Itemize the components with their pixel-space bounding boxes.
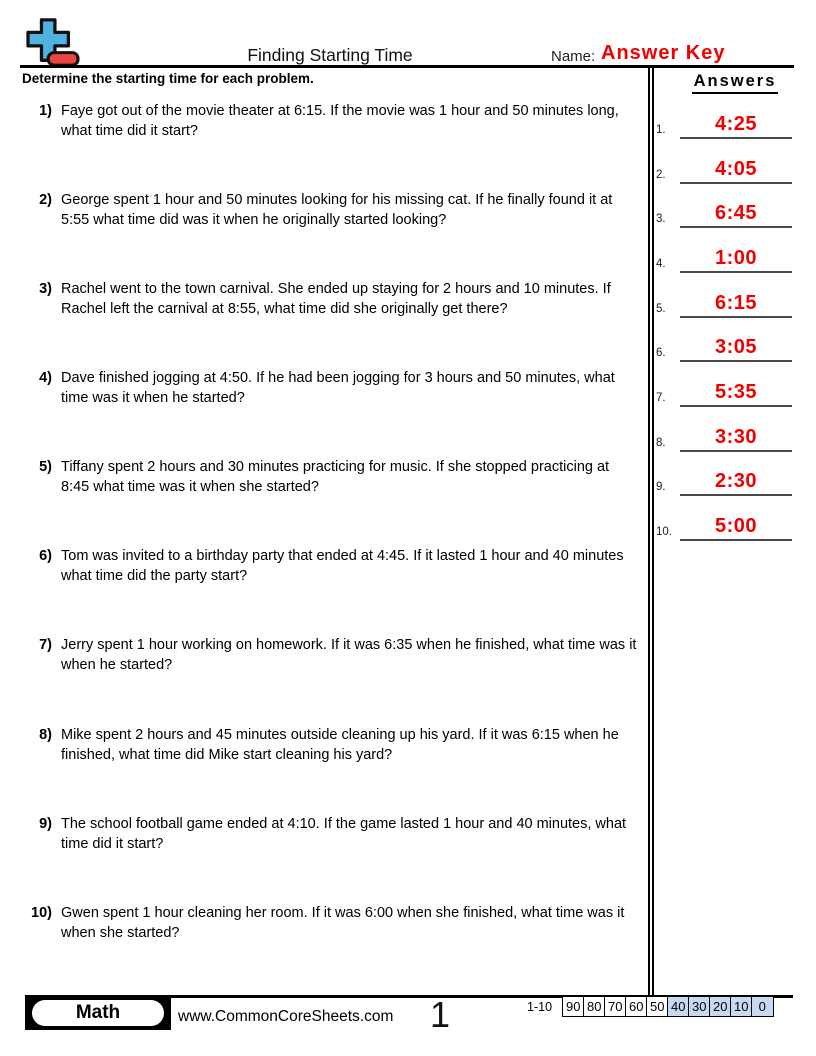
score-cell: 30: [688, 996, 711, 1017]
minus-icon: [48, 53, 78, 66]
website-link: www.CommonCoreSheets.com: [178, 1008, 394, 1025]
problem-item: [28, 815, 640, 854]
subject-pill: [32, 1000, 164, 1026]
answer-value: 5:35: [680, 381, 792, 407]
problem-text: Mike spent 2 hours and 45 minutes outside cleaning up his yard. If it was 6:15 when he finished, what time did Mike start cleaning his yard?: [61, 727, 619, 763]
score-cell: 70: [604, 996, 627, 1017]
answer-row: [656, 511, 792, 541]
score-legend: [562, 996, 774, 1017]
answer-row: [656, 288, 792, 318]
answer-value: 5:00: [680, 515, 792, 541]
answers-column-divider: [648, 67, 654, 995]
answer-key-label: Answer Key: [601, 42, 726, 64]
answer-value: 4:25: [680, 113, 792, 139]
answer-number: 3.: [656, 213, 666, 225]
problem-item: [28, 191, 640, 230]
problem-number: 1): [39, 103, 52, 119]
problem-item: [28, 547, 640, 586]
problem-number: 8): [39, 727, 52, 743]
answer-number: 10.: [656, 526, 672, 538]
problem-text: George spent 1 hour and 50 minutes looking for his missing cat. If he finally found it at 5:55 what time did was it when he originally started looking?: [61, 192, 613, 228]
problem-item: [28, 280, 640, 319]
answer-row: [656, 243, 792, 273]
plus-minus-logo: [24, 18, 82, 68]
problem-number: 2): [39, 192, 52, 208]
problem-item: [28, 726, 640, 765]
score-cell: 80: [583, 996, 606, 1017]
answer-row: [656, 198, 792, 228]
problem-text: Dave finished jogging at 4:50. If he had been jogging for 3 hours and 50 minutes, what time was it when he started?: [61, 370, 615, 406]
answer-number: 6.: [656, 347, 666, 359]
instructions-text: Determine the starting time for each problem.: [22, 71, 314, 86]
problem-item: [28, 369, 640, 408]
problem-text: Faye got out of the movie theater at 6:15. If the movie was 1 hour and 50 minutes long, what time did it start?: [61, 103, 619, 139]
score-cell: 50: [646, 996, 669, 1017]
answer-row: [656, 422, 792, 452]
problem-text: Jerry spent 1 hour working on homework. If it was 6:35 when he finished, what time was it when he started?: [61, 637, 637, 673]
header-divider: [20, 65, 794, 68]
page-title: Finding Starting Time: [247, 45, 413, 65]
score-cell: 40: [667, 996, 690, 1017]
answer-value: 4:05: [680, 158, 792, 184]
problem-text: Tiffany spent 2 hours and 30 minutes practicing for music. If she stopped practicing at 8:45 what time was it when she started?: [61, 459, 610, 495]
problem-number: 4): [39, 370, 52, 386]
score-cell: 60: [625, 996, 648, 1017]
score-cell: 0: [751, 996, 774, 1017]
answers-heading: Answers: [660, 72, 810, 94]
problem-number: 6): [39, 548, 52, 564]
problem-item: [28, 636, 640, 675]
answer-value: 3:05: [680, 336, 792, 362]
problem-item: [28, 458, 640, 497]
answer-number: 2.: [656, 169, 666, 181]
problem-text: Tom was invited to a birthday party that ended at 4:45. If it lasted 1 hour and 40 minutes what time did the party start?: [61, 548, 624, 584]
problem-text: The school football game ended at 4:10. If the game lasted 1 hour and 40 minutes, what time did it start?: [61, 816, 627, 852]
problem-number: 3): [39, 281, 52, 297]
answer-number: 9.: [656, 481, 666, 493]
problem-item: [28, 904, 640, 943]
name-label: Name:: [551, 48, 596, 65]
answer-value: 2:30: [680, 470, 792, 496]
problem-number: 9): [39, 816, 52, 832]
answer-row: [656, 154, 792, 184]
subject-badge: [25, 996, 171, 1030]
answer-number: 5.: [656, 303, 666, 315]
answer-row: [656, 109, 792, 139]
answer-value: 6:45: [680, 202, 792, 228]
score-cell: 20: [709, 996, 732, 1017]
page-number: 1: [429, 994, 451, 1035]
answer-value: 6:15: [680, 292, 792, 318]
answer-value: 3:30: [680, 426, 792, 452]
problem-number: 7): [39, 637, 52, 653]
answer-value: 1:00: [680, 247, 792, 273]
answer-row: [656, 332, 792, 362]
score-cell: 10: [730, 996, 753, 1017]
answer-number: 1.: [656, 124, 666, 136]
problem-text: Rachel went to the town carnival. She ended up staying for 2 hours and 10 minutes. If Rachel left the carnival at 8:55, what time did she originally get there?: [61, 281, 611, 317]
score-cell: 90: [562, 996, 585, 1017]
problem-text: Gwen spent 1 hour cleaning her room. If it was 6:00 when she finished, what time was it when she started?: [61, 905, 625, 941]
answer-row: [656, 377, 792, 407]
problem-number: 10): [31, 905, 52, 921]
subject-label: Math: [75, 1002, 121, 1023]
score-range-label: 1-10: [527, 1000, 553, 1014]
answer-row: [656, 466, 792, 496]
problem-number: 5): [39, 459, 52, 475]
answer-number: 8.: [656, 437, 666, 449]
answer-number: 4.: [656, 258, 666, 270]
problem-item: [28, 102, 640, 141]
answer-number: 7.: [656, 392, 666, 404]
